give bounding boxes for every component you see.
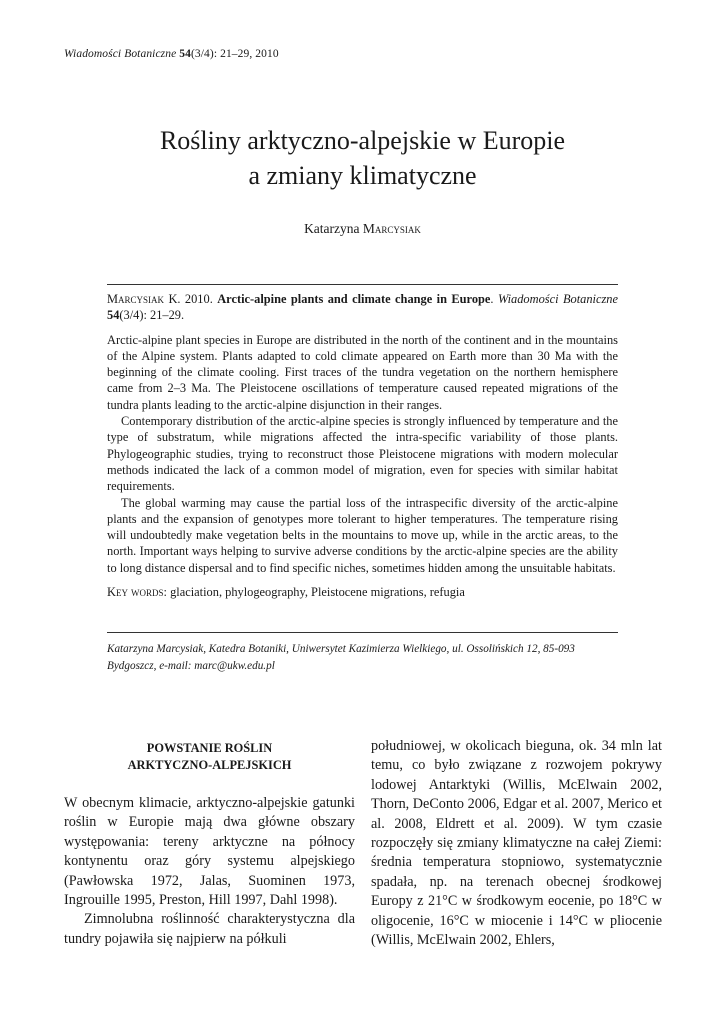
article-title-line1: Rośliny arktyczno-alpejskie w Europie [159,126,566,155]
author-line [0,221,725,237]
citation: Marcysiak K. 2010. Arctic-alpine plants and climate change in Europe. Wiadomości Botaniczne 54(3/4): 21–29. [107,292,619,323]
section-heading-line2: ARKTYCZNO-ALPEJSKICH [127,758,292,772]
journal-name: Wiadomości Botaniczne [64,48,177,60]
author-first-name: Katarzyna [304,221,360,236]
citation-year: K. 2010. [164,292,218,306]
right-column [371,737,662,950]
abstract-paragraph-3: The global warming may cause the partial loss of the intraspecific diversity of the arctic-alpine plants and the expansion of genotypes more tolerant to higher temperatures. The temperature rising will undoubtedly make vegetation belts in the mountains to move up, while in the arctic areas, to the north. Important ways helping to survive adverse conditions by the arctic-alpine species are the ability to long distance dispersal and to find specific niches, sometimes hidden among the unsuitable habitats. [107,495,618,575]
keywords-label: Key words [107,585,164,600]
citation-pages: (3/4): 21–29. [119,308,185,323]
article-title-line2: a zmiany klimatyczne [248,161,477,190]
keywords [107,584,618,600]
journal-volume: 54 [179,48,191,60]
body-paragraph-3: południowej, w okolicach bieguna, ok. 34 mln lat temu, co było związane z rozwojem pokrywy lodowej Antarktyki (Willis, McElwain 2002, Thorn, DeConto 2006, Edgar et al. 2007, Merico et al. 2008, Eldrett et al. 2009). W tym czasie rozpoczęły się zmiany klimatyczne na całej Ziemi: średnia temperatura stopniowo, systematycznie spadała, np. na terenach obecnej środkowej Europy z 21°C w środkowym eocenie, po 18°C w oligocenie, 16°C w miocenie i 14°C w pliocenie (Willis, McElwain 2002, Ehlers, [371,738,662,949]
top-divider [107,284,618,285]
citation-author: Marcysiak [107,292,165,306]
citation-volume: 54 [107,308,120,323]
article-title [0,123,725,193]
abstract [107,291,618,600]
author-last-name: Marcysiak [362,221,421,236]
section-heading [64,740,355,774]
journal-issue-pages: (3/4): 21–29, 2010 [190,48,279,60]
keywords-list: : glaciation, phylogeography, Pleistocene migrations, refugia [163,585,465,600]
abstract-paragraph-1: Arctic-alpine plant species in Europe are distributed in the north of the continent and in the mountains of the Alpine system. Plants adapted to cold climate appeared on Earth more than 30 Ma with the beginning of the climate cooling. First traces of the tundra vegetation on the northern hemisphere came from 2–3 Ma. The Pleistocene oscillations of temperature caused repeated migrations of the tundra plants leading to the arctic-alpine disjunction in their ranges. [107,332,618,412]
running-head [64,48,279,60]
author-affiliation: Katarzyna Marcysiak, Katedra Botaniki, Uniwersytet Kazimierza Wielkiego, ul. Ossolińskich 12, 85-093 Bydgoszcz, e-mail: marc@ukw.edu.pl [107,643,575,672]
left-column [64,737,355,949]
section-heading-line1: POWSTANIE ROŚLIN [146,741,273,755]
body-paragraph-1: W obecnym klimacie, arktyczno-alpejskie gatunki roślin w Europie mają dwa główne obszary występowania: tereny arktyczne na północy kontynentu oraz góry systemu alpejskiego (Pawłowska 1972, Jalas, Suominen 1973, Ingrouille 1995, Preston, Hill 1997, Dahl 1998). [64,795,355,909]
body-paragraph-2: Zimnolubna roślinność charakterystyczna dla tundry pojawiła się najpierw na półkuli [64,911,355,947]
bottom-divider [107,632,618,633]
citation-title: Arctic-alpine plants and climate change in Europe [217,292,491,306]
citation-journal: Wiadomości Botaniczne [497,292,619,306]
abstract-paragraph-2: Contemporary distribution of the arctic-alpine species is strongly influenced by temperature and the type of substratum, while migrations affected the intra-specific variability of those plants. Phylogeographic studies, trying to reconstruct those Pleistocene migrations with modern molecular methods indicated the lack of a common model of migration, even for species with similar habitat requirements. [107,414,618,494]
